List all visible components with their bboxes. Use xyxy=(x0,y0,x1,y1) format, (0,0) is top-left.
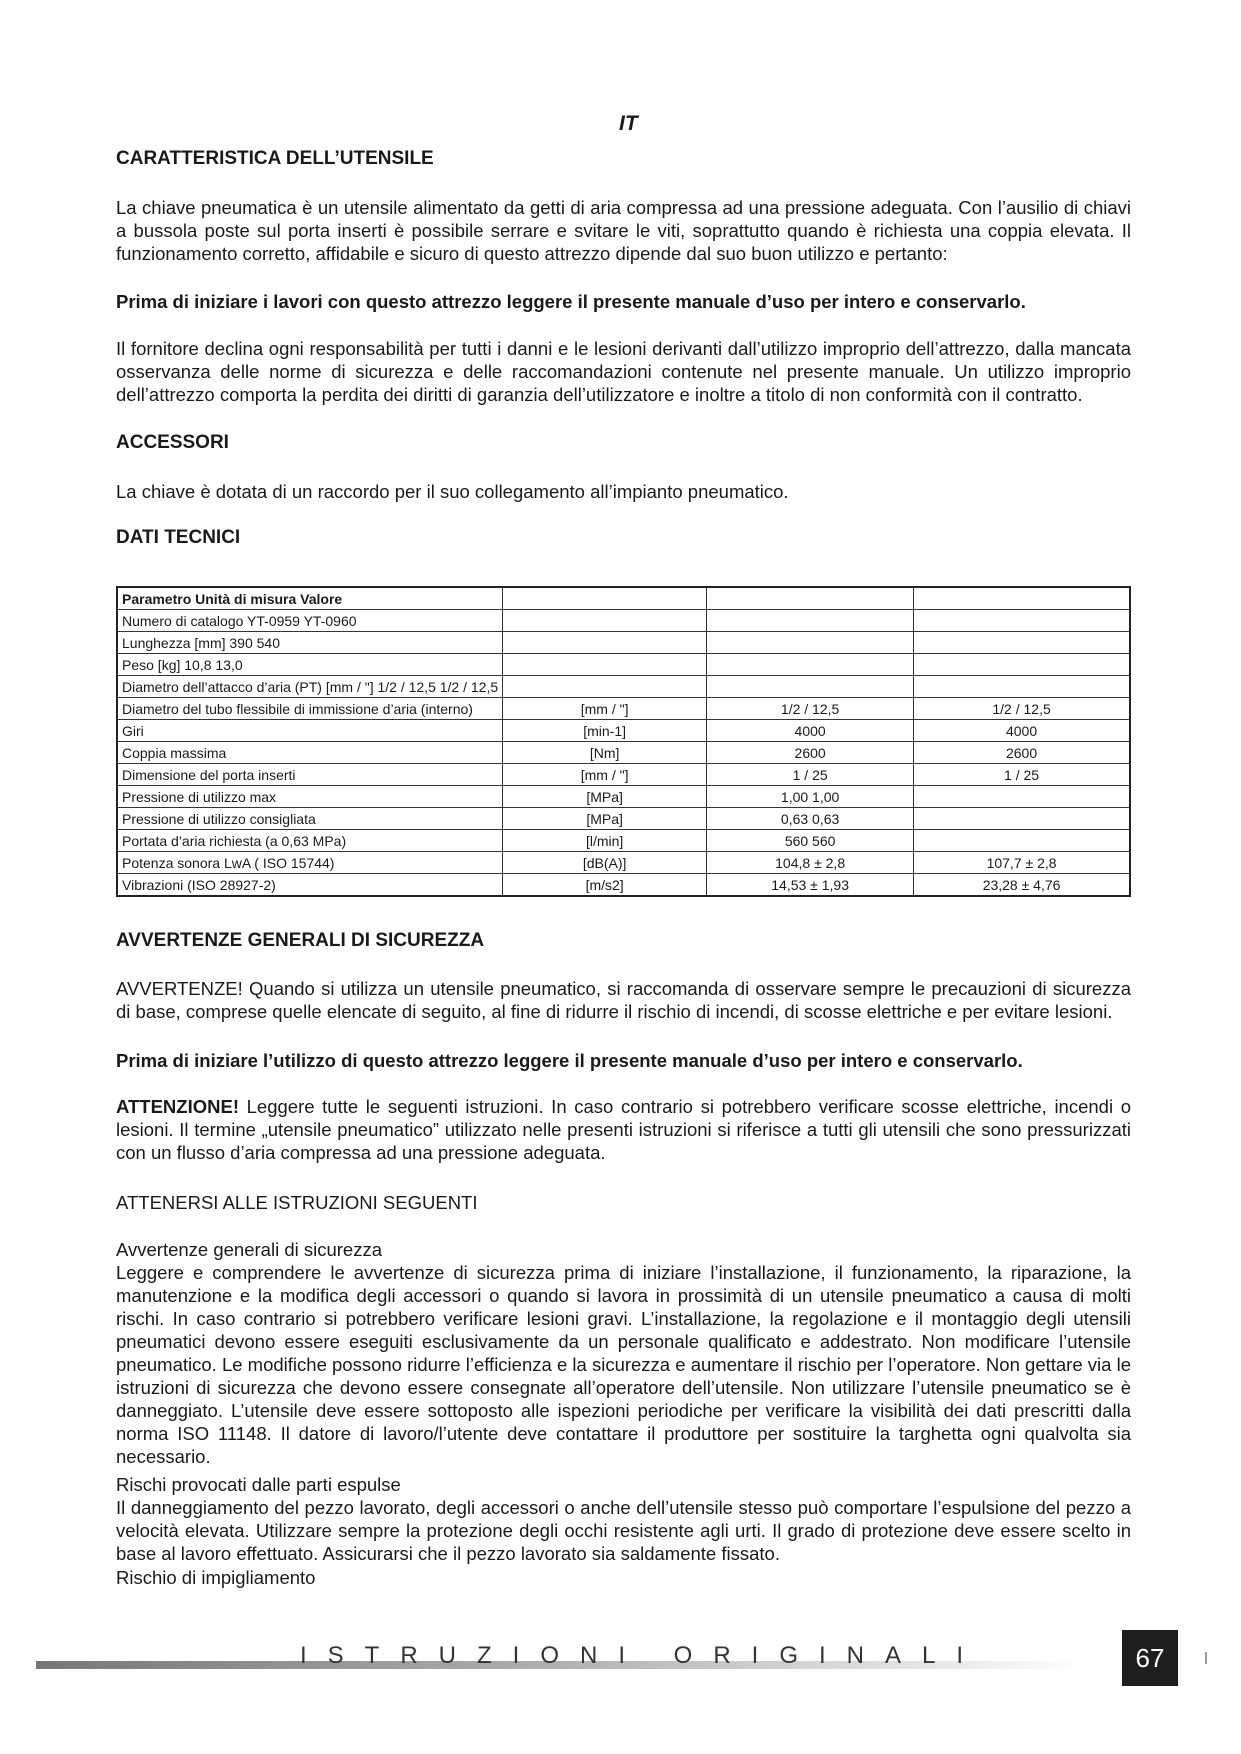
table-cell: Numero di catalogo YT-0959 YT-0960 xyxy=(117,610,503,632)
value-cell-1: 1,00 1,00 xyxy=(707,786,914,808)
table-cell: Diametro dell’attacco d’aria (PT) [mm / "] 1/2 / 12,5 1/2 / 12,5 xyxy=(117,676,503,698)
value-cell-1: 14,53 ± 1,93 xyxy=(707,874,914,897)
table-row xyxy=(117,786,1130,808)
value-cell-1: 2600 xyxy=(707,742,914,764)
follow-instructions-line: ATTENERSI ALLE ISTRUZIONI SEGUENTI xyxy=(116,1192,478,1213)
value-cell-2: 2600 xyxy=(914,742,1130,764)
param-cell: Pressione di utilizzo consigliata xyxy=(117,808,503,830)
read-manual-notice: Prima di iniziare i lavori con questo attrezzo leggere il presente manuale d’uso per intero e conservarlo. xyxy=(116,291,1026,312)
value-cell-1: 1 / 25 xyxy=(707,764,914,786)
table-row xyxy=(117,808,1130,830)
table-row xyxy=(117,632,1130,654)
section-heading-characteristics: CARATTERISTICA DELL’UTENSILE xyxy=(116,148,434,169)
table-cell: Lunghezza [mm] 390 540 xyxy=(117,632,503,654)
table-header-row xyxy=(117,587,1130,610)
value-cell-2: 4000 xyxy=(914,720,1130,742)
value-cell-2 xyxy=(914,786,1130,808)
param-cell: Pressione di utilizzo max xyxy=(117,786,503,808)
table-row xyxy=(117,654,1130,676)
param-cell: Potenza sonora LwA ( ISO 15744) xyxy=(117,852,503,874)
unit-cell: [m/s2] xyxy=(503,874,707,897)
attention-text: Leggere tutte le seguenti istruzioni. In caso contrario si potrebbero verificare scosse elettriche, incendi o lesioni. Il termine „utensile pneumatico” utilizzato nelle presenti istruzioni si riferisce a tutti gli utensili che sono pressurizzati con un flusso d’aria compressa ad una pressione adeguata. xyxy=(116,1096,1131,1163)
value-cell-2: 1/2 / 12,5 xyxy=(914,698,1130,720)
page-number: 67 xyxy=(1122,1630,1178,1686)
param-cell: Giri xyxy=(117,720,503,742)
unit-cell: [Nm] xyxy=(503,742,707,764)
attention-paragraph xyxy=(116,1095,1131,1164)
subheading-general-safety: Avvertenze generali di sicurezza xyxy=(116,1239,382,1260)
table-row xyxy=(117,874,1130,897)
table-row xyxy=(117,676,1130,698)
language-tag: IT xyxy=(619,112,638,135)
section-heading-safety: AVVERTENZE GENERALI DI SICUREZZA xyxy=(116,930,485,951)
footer-tick xyxy=(1205,1652,1207,1664)
characteristics-paragraph: La chiave pneumatica è un utensile alimentato da getti di aria compressa ad una pressione adeguata. Con l’ausilio di chiavi a bussola poste sul porta inserti è possibile serrare e svitare le viti, soprattutto quando è richiesta una coppia elevata. Il funzionamento corretto, affidabile e sicuro di questo attrezzo dipende dal suo buon utilizzo e pertanto: xyxy=(116,197,1131,264)
table-row xyxy=(117,852,1130,874)
technical-data-table xyxy=(116,586,1131,897)
table-row xyxy=(117,610,1130,632)
value-cell-1: 560 560 xyxy=(707,830,914,852)
attention-lead: ATTENZIONE! xyxy=(116,1096,239,1117)
value-cell-2: 107,7 ± 2,8 xyxy=(914,852,1130,874)
liability-paragraph: Il fornitore declina ogni responsabilità per tutti i danni e le lesioni derivanti dall’utilizzo improprio dell’attrezzo, dalla mancata osservanza delle norme di sicurezza e delle raccomandazioni contenute nel presente manuale. Un utilizzo improprio dell’attrezzo comporta la perdita dei diritti di garanzia dell’utilizzatore e inoltre a titolo di non conformità con il contratto. xyxy=(116,338,1131,405)
param-cell: Coppia massima xyxy=(117,742,503,764)
unit-cell: [MPa] xyxy=(503,786,707,808)
footer-original-instructions: ISTRUZIONI ORIGINALI xyxy=(300,1642,985,1669)
param-cell: Vibrazioni (ISO 28927-2) xyxy=(117,874,503,897)
unit-cell: [l/min] xyxy=(503,830,707,852)
subheading-entanglement: Rischio di impigliamento xyxy=(116,1567,316,1588)
table-header-cell: Parametro Unità di misura Valore xyxy=(117,587,503,610)
section-heading-accessories: ACCESSORI xyxy=(116,432,229,453)
table-row xyxy=(117,698,1130,720)
table-row xyxy=(117,742,1130,764)
unit-cell: [dB(A)] xyxy=(503,852,707,874)
safety-warning-paragraph: AVVERTENZE! Quando si utilizza un utensile pneumatico, si raccomanda di osservare sempre le precauzioni di sicurezza di base, comprese quelle elencate di seguito, al fine di ridurre il rischio di incendi, di scosse elettriche e per evitare lesioni. xyxy=(116,978,1131,1022)
value-cell-2: 1 / 25 xyxy=(914,764,1130,786)
accessories-paragraph: La chiave è dotata di un raccordo per il suo collegamento all’impianto pneumatico. xyxy=(116,481,789,502)
ejected-parts-paragraph: Il danneggiamento del pezzo lavorato, degli accessori o anche dell’utensile stesso può comportare l’espulsione del pezzo a velocità elevata. Utilizzare sempre la protezione degli occhi resistente agli urti. Il grado di protezione deve essere scelto in base al lavoro effettuato. Assicurarsi che il pezzo lavorato sia saldamente fissato. xyxy=(116,1497,1131,1564)
param-cell: Dimensione del porta inserti xyxy=(117,764,503,786)
value-cell-1: 1/2 / 12,5 xyxy=(707,698,914,720)
general-safety-paragraph: Leggere e comprendere le avvertenze di sicurezza prima di iniziare l’installazione, il funzionamento, la riparazione, la manutenzione e la modifica degli accessori o quando si lavora in prossimità di un utensile pneumatico a causa di molti rischi. In caso contrario si potrebbero verificare lesioni gravi. L’installazione, la regolazione e il montaggio degli utensili pneumatici devono essere eseguiti esclusivamente da un personale qualificato e addestrato. Non modificare l’utensile pneumatico. Le modifiche possono ridurre l’efficienza e la sicurezza e aumentare il rischio per l’operatore. Non gettare via le istruzioni di sicurezza che devono essere consegnate all’operatore dell’utensile. Non utilizzare l’utensile pneumatico se è danneggiato. L’utensile deve essere sottoposto alle ispezioni periodiche per verificare la visibilità dei dati prescritti dalla norma ISO 11148. Il datore di lavoro/l’utente deve contattare il produttore per sostituire la targhetta ogni qualvolta sia necessario. xyxy=(116,1262,1131,1467)
param-cell: Portata d’aria richiesta (a 0,63 MPa) xyxy=(117,830,503,852)
value-cell-2 xyxy=(914,808,1130,830)
section-heading-technical-data: DATI TECNICI xyxy=(116,527,241,548)
value-cell-1: 104,8 ± 2,8 xyxy=(707,852,914,874)
table-row xyxy=(117,830,1130,852)
unit-cell: [mm / "] xyxy=(503,698,707,720)
param-cell: Diametro del tubo flessibile di immissione d’aria (interno) xyxy=(117,698,503,720)
table-row xyxy=(117,764,1130,786)
value-cell-2: 23,28 ± 4,76 xyxy=(914,874,1130,897)
unit-cell: [min-1] xyxy=(503,720,707,742)
value-cell-1: 4000 xyxy=(707,720,914,742)
value-cell-2 xyxy=(914,830,1130,852)
subheading-ejected-parts: Rischi provocati dalle parti espulse xyxy=(116,1474,401,1495)
read-manual-notice-2: Prima di iniziare l’utilizzo di questo attrezzo leggere il presente manuale d’uso per intero e conservarlo. xyxy=(116,1050,1023,1071)
table-row xyxy=(117,720,1130,742)
unit-cell: [mm / "] xyxy=(503,764,707,786)
value-cell-1: 0,63 0,63 xyxy=(707,808,914,830)
unit-cell: [MPa] xyxy=(503,808,707,830)
table-cell: Peso [kg] 10,8 13,0 xyxy=(117,654,503,676)
